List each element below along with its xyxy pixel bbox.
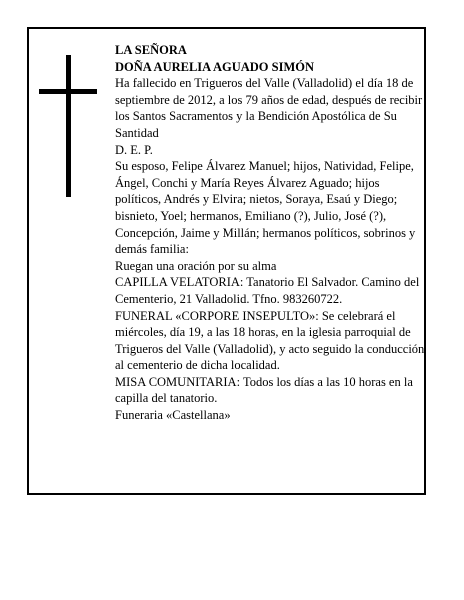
title-line: LA SEÑORA — [115, 43, 187, 57]
mass-info: MISA COMUNITARIA: Todos los días a las 10 horas en la capilla del tanatorio. — [115, 374, 413, 406]
obituary-text — [115, 42, 427, 424]
obituary-notice — [27, 27, 426, 495]
dep-line: D. E. P. — [115, 142, 153, 157]
deceased-name: DOÑA AURELIA AGUADO SIMÓN — [115, 59, 314, 74]
cross-horizontal-bar — [39, 89, 97, 94]
cross-vertical-bar — [66, 55, 71, 197]
chapel-info: CAPILLA VELATORIA: Tanatorio El Salvador. Camino del Cementerio, 21 Valladolid. Tfno. 983260722. — [115, 275, 420, 306]
funeral-info: FUNERAL «CORPORE INSEPULTO»: Se celebrará el miércoles, día 19, a las 18 horas, en la iglesia parroquial de Trigueros del Valle (Valladolid), y acto seguido la conducción al cementerio de dicha localidad. — [115, 308, 425, 373]
death-notice: Ha fallecido en Trigueros del Valle (Valladolid) el día 18 de septiembre de 2012, a los 79 años de edad, después de recibir los Santos Sacramentos y la Bendición Apostólica de Su Santidad — [115, 76, 423, 140]
prayer-line: Ruegan una oración por su alma — [115, 258, 277, 273]
family-list: Su esposo, Felipe Álvarez Manuel; hijos, Natividad, Felipe, Ángel, Conchi y María Reyes Álvarez Aguado; hijos políticos, Andrés y Elvira; nietos, Soraya, Esaú y Diego; bisnieto, Yoel; hermanos, Emiliano (?), Julio, José (?), Concepción, Jaime y Millán; hermanos políticos, sobrinos y demás familia: — [115, 159, 416, 257]
funeral-home: Funeraria «Castellana» — [115, 408, 231, 423]
